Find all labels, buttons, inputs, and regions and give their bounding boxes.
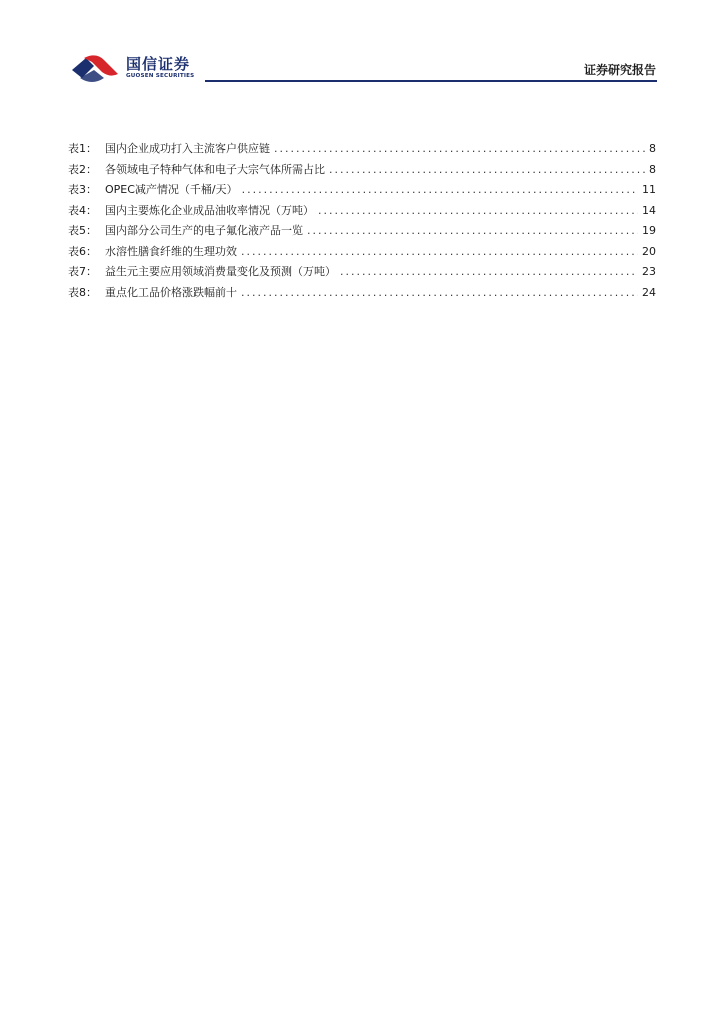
toc-entry-title: 水溶性膳食纤维的生理功效 — [105, 244, 237, 258]
toc-entry-label: 表1： — [68, 142, 97, 155]
toc-entry-page: 11 — [642, 183, 656, 196]
toc-entry-page: 24 — [642, 285, 656, 299]
toc-entry[interactable] — [68, 242, 656, 263]
guosen-logo — [70, 52, 200, 84]
brand-name-en: GUOSEN SECURITIES — [126, 73, 195, 79]
toc-entry-page: 14 — [642, 203, 656, 217]
toc-entry-title: 国内主要炼化企业成品油收率情况（万吨） — [105, 203, 314, 217]
brand-name-cn: 国信证券 — [126, 55, 191, 73]
toc-entry[interactable] — [68, 221, 656, 242]
toc-leader — [241, 242, 638, 263]
toc-entry-page: 20 — [642, 244, 656, 258]
table-of-contents — [68, 139, 656, 303]
toc-entry-title: OPEC减产情况（千桶/天） — [105, 183, 238, 196]
guosen-logo-icon — [70, 52, 122, 84]
toc-leader — [307, 221, 638, 242]
toc-leader — [241, 283, 638, 304]
toc-entry-title: 国内部分公司生产的电子氟化液产品一览 — [105, 224, 303, 237]
toc-entry-page: 19 — [642, 224, 656, 237]
toc-entry-label: 表7： — [68, 265, 97, 278]
toc-entry[interactable] — [68, 160, 656, 181]
toc-entry[interactable] — [68, 262, 656, 283]
toc-leader — [329, 160, 645, 181]
toc-entry[interactable] — [68, 139, 656, 160]
toc-entry-page: 8 — [649, 162, 656, 176]
toc-entry-page: 8 — [649, 142, 656, 155]
toc-entry-label: 表2： — [68, 162, 97, 176]
toc-leader — [340, 262, 638, 283]
report-type-label: 证券研究报告 — [583, 63, 656, 77]
toc-entry-title: 国内企业成功打入主流客户供应链 — [105, 142, 270, 155]
toc-entry[interactable] — [68, 201, 656, 222]
toc-entry-label: 表6： — [68, 244, 97, 258]
toc-entry[interactable] — [68, 283, 656, 304]
page-header — [0, 0, 724, 90]
toc-leader — [274, 139, 645, 160]
toc-entry-label: 表8： — [68, 285, 97, 299]
toc-entry-label: 表3： — [68, 183, 97, 196]
toc-entry-page: 23 — [642, 265, 656, 278]
toc-leader — [318, 201, 638, 222]
toc-entry-label: 表4： — [68, 203, 97, 217]
toc-entry[interactable] — [68, 180, 656, 201]
toc-entry-title: 益生元主要应用领域消费量变化及预测（万吨） — [105, 265, 336, 278]
toc-entry-label: 表5： — [68, 224, 97, 237]
header-divider — [205, 80, 657, 82]
toc-entry-title: 各领域电子特种气体和电子大宗气体所需占比 — [105, 162, 325, 176]
toc-entry-title: 重点化工品价格涨跌幅前十 — [105, 285, 237, 299]
toc-leader — [242, 180, 638, 201]
